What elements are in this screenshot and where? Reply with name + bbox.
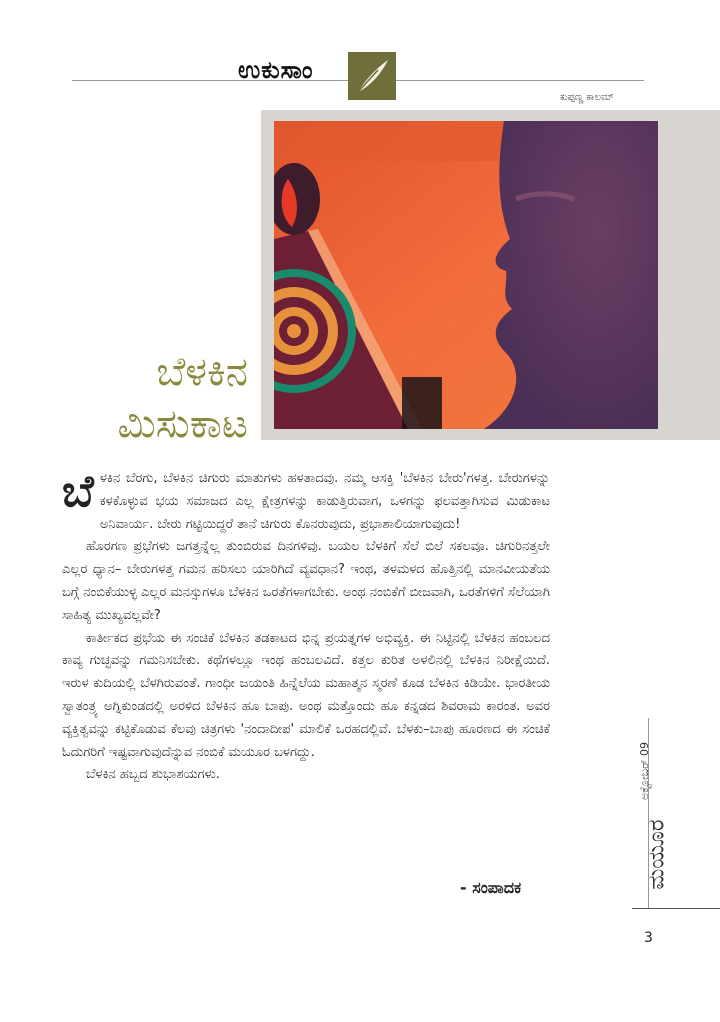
section-title: ಉಕುಸಾಂ <box>238 56 314 84</box>
footer-rule <box>632 908 720 909</box>
paragraph-1 <box>62 468 550 536</box>
paragraph-4: ಬೆಳಕಿನ ಹಬ್ಬದ ಶುಭಾಶಯಗಳು. <box>86 767 220 783</box>
article-body <box>62 468 550 787</box>
feather-icon <box>348 52 396 100</box>
page-number: 3 <box>644 930 653 946</box>
column-author: ಕುಪ್ಪಣ್ಣ ಕಾಲಮ್ <box>560 92 614 103</box>
title-line-1: ಬೆಳಕಿನ <box>156 349 248 395</box>
issue-date: ಅಕ್ಟೋಬರ್ 09 <box>637 742 651 800</box>
paragraph-3: ಕಾರ್ತೀಕದ ಪ್ರಭೆಯ ಈ ಸಂಚಿಕೆ ಬೆಳಕಿನ ತಡಕಾಟದ ಭಿನ್ನ ಪ್ರಯತ್ನಗಳ ಅಭಿವ್ಯಕ್ತಿ. ಈ ನಿಟ್ಟಿನಲ್ಲಿ ಬೆಳಕಿನ ಹಂಬಲದ ಕಾವ್ಯ ಗುಚ್ಛವನ್ನು ಗಮನಿಸಬೇಕು. ಕಥೆಗಳಲ್ಲೂ ಇಂಥ ಹಂಬಲವಿದೆ. ಕತ್ತಲ ಕುರಿತ ಅಳಲಿನಲ್ಲಿ ಬೆಳಕಿನ ನಿರೀಕ್ಷೆಯಿದೆ. ಇರುಳ ಕುದಿಯಲ್ಲಿ ಬೆಳಗಿರುವಂತೆ. ಗಾಂಧೀ ಜಯಂತಿ ಹಿನ್ನೆಲೆಯ ಮಹಾತ್ಮನ ಸ್ಮರಣೆ ಕೂಡ ಬೆಳಕಿನ ಕಿಡಿಯೇ. ಭಾರತೀಯ ಸ್ವಾತಂತ್ರ್ಯ ಅಗ್ನಿಕುಂಡದಲ್ಲಿ ಅರಳಿದ ಬೆಳಕಿನ ಹೂ ಬಾಪು. ಅಂಥ ಮತ್ತೊಂದು ಹೂ ಕನ್ನಡದ ಶಿವರಾಮ ಕಾರಂತ. ಅವರ ವ್ಯಕ್ತಿತ್ವವನ್ನು ಕಟ್ಟಿಕೊಡುವ ಕೆಲವು ಚಿತ್ರಗಳು 'ನಂದಾದೀಪ' ಮಾಲಿಕೆ ಒರಹದಲ್ಲಿವೆ. ಬೆಳಕು–ಬಾಪು ಹೂರಣದ ಈ ಸಂಚಿಕೆ ಓದುಗರಿಗೆ ಇಷ್ಟವಾಗುವುದೆನ್ನುವ ನಂಬಿಕೆ ಮಯೂರ ಬಳಗದ್ದು. <box>62 630 550 760</box>
paragraph-2: ಹೊರಗಣ ಪ್ರಭೆಗಳು ಜಗತ್ತನ್ನೆಲ್ಲ ತುಂಬಿರುವ ದಿನಗಳಿವು. ಬಯಲ ಬೆಳಕಿಗೆ ಸೆಲೆ ಬಿಲೆ ಸಕಲವೂ. ಚಿಗುರಿನತ್ತಲೇ ಎಲ್ಲರ ಧ್ಯಾನ– ಬೇರುಗಳತ್ತ ಗಮನ ಹರಿಸಲು ಯಾರಿಗಿದೆ ವ್ಯವಧಾನ? ಇಂಥ, ತಳಮಳದ ಹೊತ್ತಿನಲ್ಲಿ ಮಾನವೀಯತೆಯ ಬಗ್ಗೆ ನಂಬಿಕೆಯುಳ್ಳ ಎಲ್ಲರ ಮನಸ್ಸುಗಳೂ ಬೆಳಕಿನ ಒರತೆಗಳಾಗಬೇಕು. ಅಂಥ ನಂಬಿಕೆಗೆ ಬೀಜವಾಗಿ, ಒರತೆಗಳಿಗೆ ಸೆಲೆಯಾಗಿ ಸಾಹಿತ್ಯ ಮುಖ್ಯವಲ್ಲವೇ? <box>62 539 550 623</box>
dropcap: ಬೆ <box>62 466 94 517</box>
title-line-2: ಮಿಸುಕಾಟ <box>117 401 248 447</box>
cover-artwork-image <box>274 121 658 429</box>
magazine-name: ಮಯೂರ <box>644 819 670 890</box>
article-title <box>68 346 248 450</box>
editor-signature: - ಸಂಪಾದಕ <box>460 878 522 897</box>
paragraph-1-text: ಳಕಿನ ಬೆರಗು, ಬೆಳಕಿನ ಚಿಗುರು ಮಾತುಗಳು ಹಳತಾದವು. ನಮ್ಮ ಆಸಕ್ತಿ 'ಬೆಳಕಿನ ಬೇರು'ಗಳತ್ತ. ಬೇರುಗಳನ್ನು ಕಳಕೊಳ್ಳುವ ಭಯ ಸಮಾಜದ ಎಲ್ಲ ಕ್ಷೇತ್ರಗಳನ್ನು ಕಾಡುತ್ತಿರುವಾಗ, ಒಳಗನ್ನು ಫಲವತ್ತಾಗಿಸುವ ಮಿಡುಕಾಟ ಅನಿವಾರ್ಯ. ಬೇರು ಗಟ್ಟಿಯಿದ್ದರೆ ತಾನೆ ಚಿಗುರು ಕೊನರುವುದು, ಪ್ರಭಾಶಾಲಿಯಾಗುವುದು! <box>99 471 550 532</box>
